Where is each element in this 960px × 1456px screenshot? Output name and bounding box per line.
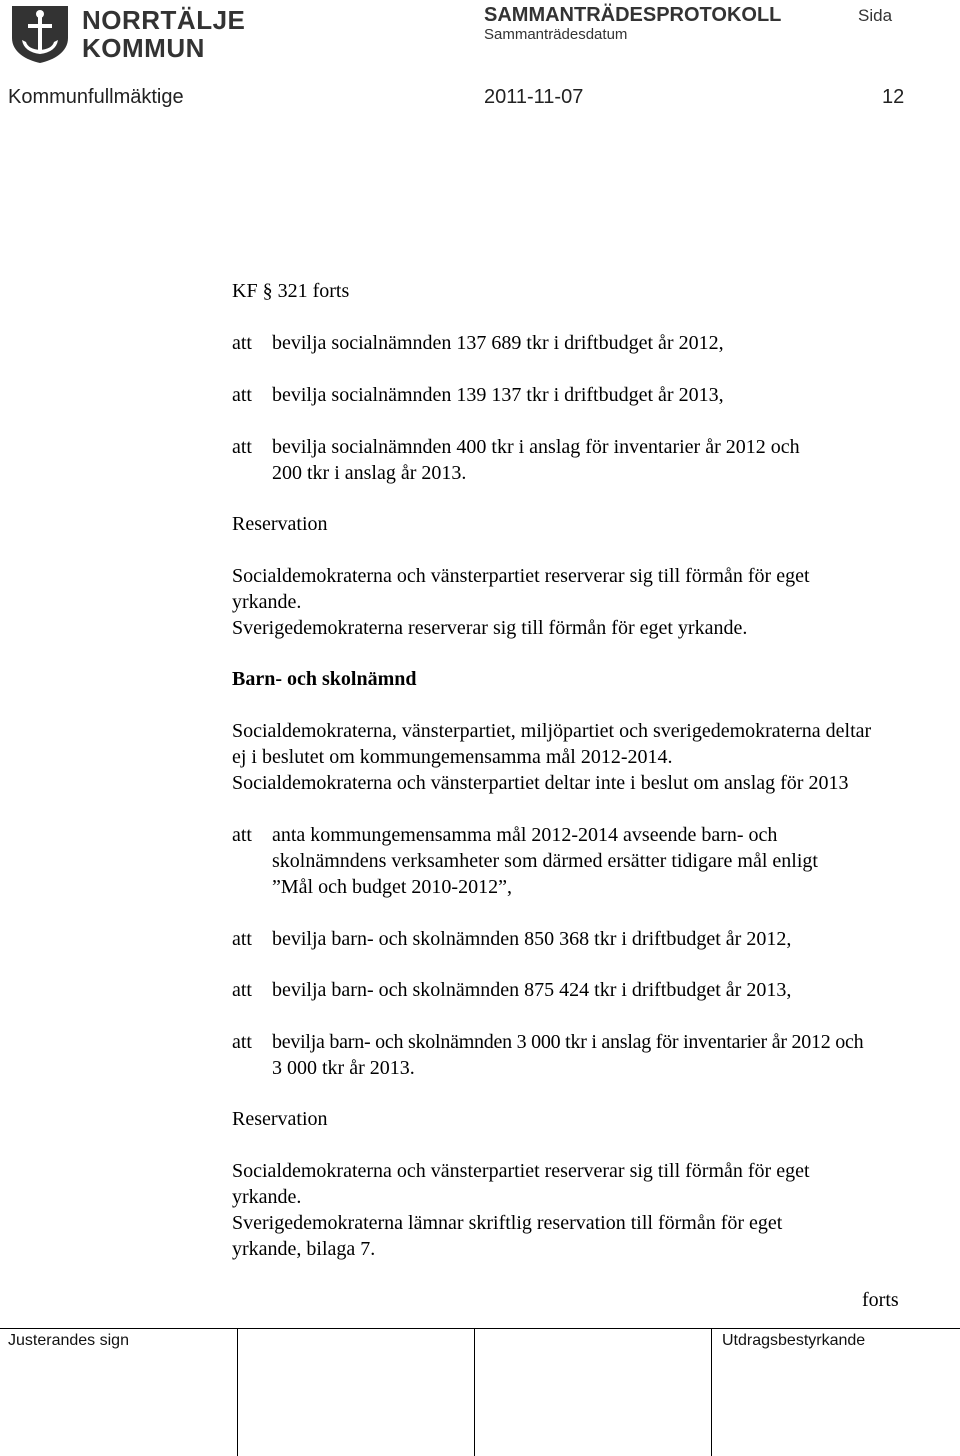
reservation-text: yrkande.	[232, 591, 302, 613]
page-number: 12	[882, 86, 905, 108]
item-text: bevilja barn- och skolnämnden 875 424 tkr i driftbudget år 2013,	[272, 979, 792, 1001]
att-word: att	[232, 1031, 252, 1053]
item-text: bevilja socialnämnden 139 137 tkr i driftbudget år 2013,	[272, 384, 724, 406]
signature-box-divider	[237, 1328, 238, 1456]
item-text: bevilja socialnämnden 137 689 tkr i driftbudget år 2012,	[272, 332, 724, 354]
meeting-date: 2011-11-07	[484, 86, 584, 108]
reservation-text: yrkande, bilaga 7.	[232, 1238, 376, 1260]
section-reference: KF § 321 forts	[232, 280, 350, 302]
committee-name: Kommunfullmäktige	[8, 86, 184, 108]
item-text: 3 000 tkr år 2013.	[272, 1057, 415, 1079]
intro-text: Socialdemokraterna och vänsterpartiet deltar inte i beslut om anslag för 2013	[232, 772, 849, 794]
att-word: att	[232, 979, 252, 1001]
intro-text: Socialdemokraterna, vänsterpartiet, miljöpartiet och sverigedemokraterna deltar	[232, 720, 872, 742]
reservation-text: Socialdemokraterna och vänsterpartiet reserverar sig till förmån för eget	[232, 565, 810, 587]
reservation-text: Sverigedemokraterna reserverar sig till förmån för eget yrkande.	[232, 617, 748, 639]
att-word: att	[232, 928, 252, 950]
signature-box-divider	[711, 1328, 712, 1456]
justerandes-sign-label: Justerandes sign	[8, 1332, 129, 1349]
item-text: bevilja socialnämnden 400 tkr i anslag för inventarier år 2012 och	[272, 436, 800, 458]
item-text: skolnämndens verksamheter som därmed ersätter tidigare mål enligt	[272, 850, 818, 872]
reservation-text: Sverigedemokraterna lämnar skriftlig reservation till förmån för eget	[232, 1212, 783, 1234]
intro-text: ej i beslutet om kommungemensamma mål 2012-2014.	[232, 746, 673, 768]
att-word: att	[232, 384, 252, 406]
meeting-date-label: Sammanträdesdatum	[484, 26, 628, 43]
reservation-text: yrkande.	[232, 1186, 302, 1208]
item-text: 200 tkr i anslag år 2013.	[272, 462, 467, 484]
signature-box-divider	[474, 1328, 475, 1456]
reservation-heading: Reservation	[232, 513, 328, 535]
municipality-name: NORRTÄLJE KOMMUN	[82, 5, 246, 63]
reservation-heading: Reservation	[232, 1108, 328, 1130]
att-word: att	[232, 332, 252, 354]
utdragsbestyrkande-label: Utdragsbestyrkande	[722, 1332, 866, 1349]
att-word: att	[232, 824, 252, 846]
item-text: bevilja barn- och skolnämnden 850 368 tkr i driftbudget år 2012,	[272, 928, 792, 950]
municipal-crest-logo	[8, 4, 72, 64]
item-text: ”Mål och budget 2010-2012”,	[272, 876, 512, 898]
continued-marker: forts	[862, 1289, 899, 1311]
item-text: anta kommungemensamma mål 2012-2014 avseende barn- och	[272, 824, 778, 846]
att-word: att	[232, 436, 252, 458]
reservation-text: Socialdemokraterna och vänsterpartiet reserverar sig till förmån för eget	[232, 1160, 810, 1182]
page-label: Sida	[858, 6, 893, 25]
footer-divider	[0, 1328, 960, 1329]
item-text: bevilja barn- och skolnämnden 3 000 tkr i anslag för inventarier år 2012 och	[272, 1031, 864, 1053]
document-title: SAMMANTRÄDESPROTOKOLL	[484, 4, 782, 26]
section-heading: Barn- och skolnämnd	[232, 668, 417, 690]
